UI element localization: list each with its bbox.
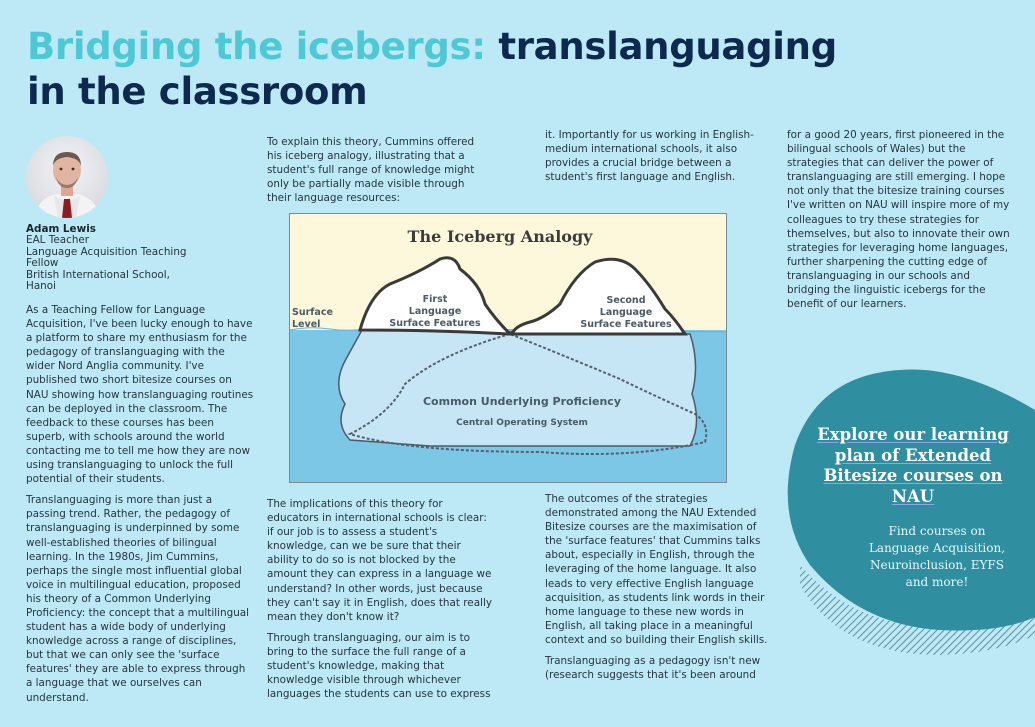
author-role: EAL Teacher xyxy=(26,234,90,247)
column-1 xyxy=(26,303,254,712)
author-school: British International School, xyxy=(26,268,170,281)
cta-link[interactable]: Explore our learning plan of Extended Bitesize courses on NAU xyxy=(817,425,1009,506)
author-name: Adam Lewis xyxy=(26,223,96,235)
paragraph: it. Importantly for us working in English-medium international schools, it also provides a crucial bridge between a student's first language and English. xyxy=(545,129,754,184)
paragraph: Translanguaging is more than just a passing trend. Rather, the pedagogy of translanguaging is underpinned by some well-established theories of bilingual learning. In the 1980s, Jim Cummins, perhaps the single most influential global voice in multilingual education, proposed his theory of a Common Underlying Proficiency: the concept that a multilingual student has a wide body of underlying knowledge across a range of disciplines, but that we can only see the 'surface features' they are able to express through a language that we ourselves can understand. xyxy=(26,494,250,704)
base-title: Common Underlying Proficiency xyxy=(422,395,622,408)
author-avatar xyxy=(26,136,108,218)
left-peak-label: First xyxy=(422,294,448,305)
paragraph: Translanguaging as a pedagogy isn't new (research suggests that it's been around xyxy=(545,655,761,682)
column-3-top xyxy=(545,128,767,191)
paragraph: The outcomes of the strategies demonstrated among the NAU Extended Bitesize courses are the maximisation of the 'surface features' that Cummins talks about, especially in English, through the leveraging of the home language. It also leads to very effective English language acquisition, as students link words in their home language to these new words in English, all taking place in a meaningful context and so building their English skills. xyxy=(545,493,768,646)
column-2-bottom xyxy=(267,497,495,708)
left-peak-label: Language xyxy=(408,306,462,317)
paragraph: To explain this theory, Cummins offered his iceberg analogy, illustrating that a student's full range of knowledge might only be partially made visible through their language resources: xyxy=(267,136,475,205)
paragraph: Through translanguaging, our aim is to bring to the surface the full range of a student's knowledge, making that knowledge visible through whichever languages the students can use to express xyxy=(267,631,491,701)
column-3-bottom xyxy=(545,492,773,689)
column-4-top xyxy=(787,128,1015,318)
paragraph: As a Teaching Fellow for Language Acquisition, I've been lucky enough to have a platform to share my enthusiasm for the pedagogy of translanguaging with the wider Nord Anglia community. I've published two short bitesize courses on NAU showing how translanguaging routines can be deployed in the classroom. The feedback to these courses has been superb, with schools around the world contacting me to tell me how they are now using translanguaging to unlock the full potential of their students. xyxy=(26,304,254,486)
base-subtitle: Central Operating System xyxy=(456,418,588,428)
column-2-top xyxy=(267,135,485,212)
paragraph: The implications of this theory for educators in international schools is clear: if our job is to assess a student's knowledge, can we be sure that their ability to do so is not blocked by the amount they can express in a language we understand? In other words, just because they can't say it in English, does that really mean they don't know it? xyxy=(267,498,492,623)
cta-description: Find courses on Language Acquisition, Neuroinclusion, EYFS and more! xyxy=(868,524,1006,589)
title-accent: Bridging the icebergs: xyxy=(27,25,486,68)
author-info xyxy=(26,224,206,292)
article-title xyxy=(27,24,867,114)
iceberg-diagram xyxy=(290,214,726,482)
author-fellowship: Language Acquisition Teaching Fellow xyxy=(26,245,187,270)
figure-title: The Iceberg Analogy xyxy=(407,227,593,246)
paragraph: for a good 20 years, first pioneered in the bilingual schools of Wales) but the strategies that can deliver the power of translanguaging are still emerging. I hope not only that the bitesize training courses I've written on NAU will inspire more of my colleagues to try these strategies for themselves, but also to innovate their own strategies for leveraging home languages, further sharpening the cutting edge of translanguaging in our schools and bridging the linguistic icebergs for the benefit of our learners. xyxy=(787,129,1010,311)
surface-label: Surface xyxy=(292,307,333,318)
right-peak-label: Second xyxy=(606,295,646,306)
title-main: translanguaging in the classroom xyxy=(27,25,837,113)
right-peak-label: Surface Features xyxy=(580,319,672,330)
right-peak-label: Language xyxy=(599,307,653,318)
surface-label: Level xyxy=(292,319,321,330)
author-city: Hanoi xyxy=(26,280,57,293)
left-peak-label: Surface Features xyxy=(389,318,481,329)
iceberg-figure xyxy=(289,213,727,483)
author-portrait-icon xyxy=(26,136,108,218)
